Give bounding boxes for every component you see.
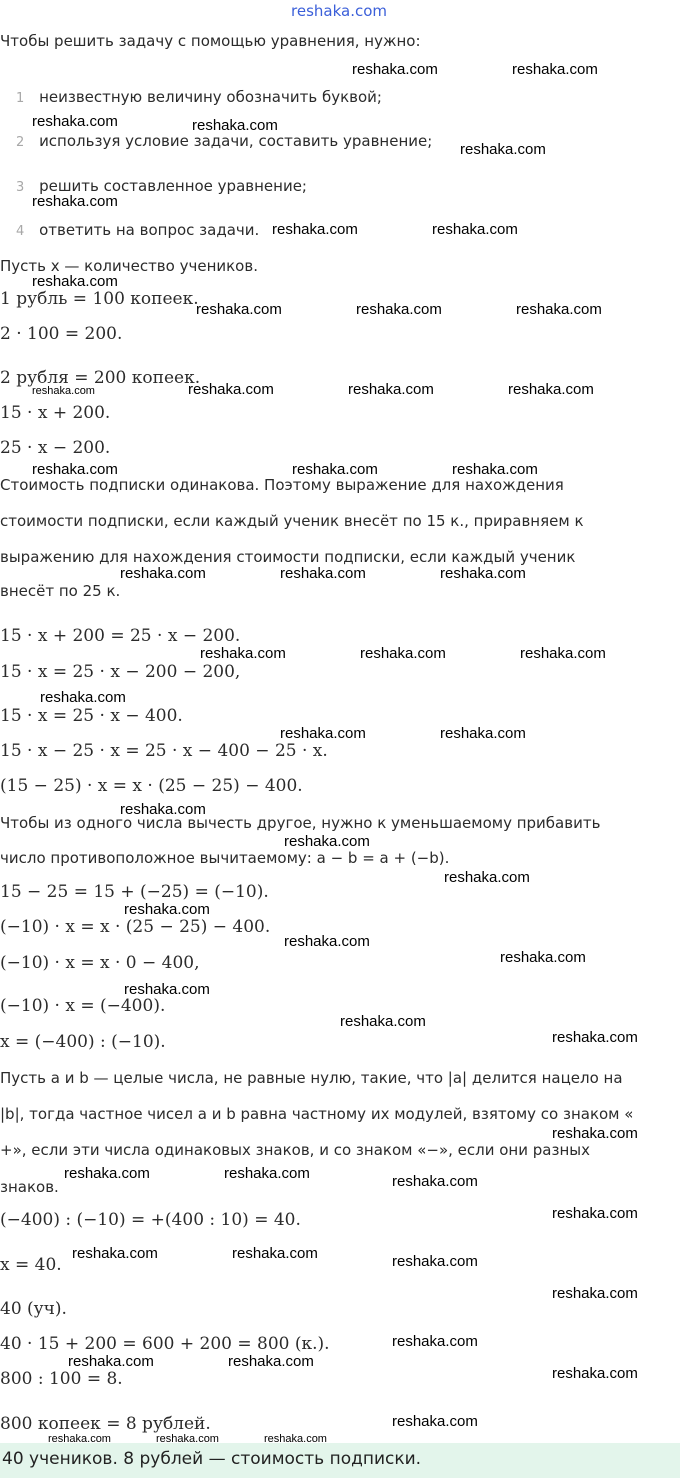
math-line: 800 : 100 = 8. [0,1369,123,1389]
watermark: reshaka.com [340,1013,426,1030]
watermark: reshaka.com [192,117,278,134]
math-line: 15 · x = 25 · x − 200 − 200, [0,662,241,682]
watermark: reshaka.com [188,381,274,398]
watermark: reshaka.com [360,645,446,662]
step-text: ответить на вопрос задачи. [39,221,260,239]
watermark: reshaka.com [392,1333,478,1350]
math-line: 15 − 25 = 15 + (−25) = (−10). [0,882,269,902]
watermark: reshaka.com [460,141,546,158]
paragraph-line: знаков. [0,1178,59,1196]
watermark: reshaka.com [32,193,118,210]
header-watermark: reshaka.com [291,2,387,20]
rubles-line: 2 рубля = 200 копеек. [0,368,201,388]
watermark: reshaka.com [392,1173,478,1190]
watermark: reshaka.com [348,381,434,398]
math-line: x = 40. [0,1255,62,1275]
paragraph-line: стоимости подписки, если каждый ученик внесёт по 15 к., приравняем к [0,512,584,530]
answer-text: 40 учеников. 8 рублей — стоимость подписки. [2,1449,422,1469]
watermark: reshaka.com [392,1253,478,1270]
watermark: reshaka.com [284,833,370,850]
step-number: 2 [16,135,25,150]
watermark: reshaka.com [32,113,118,130]
watermark: reshaka.com [508,381,594,398]
step-number: 4 [16,224,25,239]
watermark: reshaka.com [520,645,606,662]
watermark: reshaka.com [228,1353,314,1370]
watermark: reshaka.com [552,1125,638,1142]
watermark: reshaka.com [120,565,206,582]
watermark: reshaka.com [120,801,206,818]
kopecks-line: 800 копеек = 8 рублей. [0,1414,211,1434]
paragraph-line: выражению для нахождения стоимости подписки, если каждый ученик [0,548,576,566]
math-line: (15 − 25) · x = x · (25 − 25) − 400. [0,776,303,796]
watermark: reshaka.com [292,461,378,478]
step-text: неизвестную величину обозначить буквой; [39,88,382,106]
paragraph-line: внесёт по 25 к. [0,582,121,600]
watermark: reshaka.com [552,1285,638,1302]
watermark: reshaka.com [444,869,530,886]
watermark-small: reshaka.com [264,1433,327,1445]
watermark: reshaka.com [440,565,526,582]
watermark: reshaka.com [440,725,526,742]
math-line: x = (−400) : (−10). [0,1032,166,1052]
step-text: используя условие задачи, составить уравнение; [39,132,433,150]
watermark: reshaka.com [40,689,126,706]
watermark-small: reshaka.com [32,385,95,397]
watermark: reshaka.com [224,1165,310,1182]
list-item [16,132,432,150]
math-line: 25 · x − 200. [0,438,111,458]
watermark: reshaka.com [432,221,518,238]
watermark: reshaka.com [356,301,442,318]
watermark: reshaka.com [280,565,366,582]
watermark: reshaka.com [200,645,286,662]
paragraph-line: Пусть a и b — целые числа, не равные нулю, такие, что |a| делится нацело на [0,1069,623,1087]
watermark: reshaka.com [32,461,118,478]
watermark: reshaka.com [64,1165,150,1182]
let-x-line: Пусть x — количество учеников. [0,257,258,275]
watermark: reshaka.com [124,981,210,998]
watermark: reshaka.com [552,1365,638,1382]
watermark: reshaka.com [272,221,358,238]
paragraph-line: |b|, тогда частное чисел a и b равна частному их модулей, взятому со знаком « [0,1105,634,1123]
watermark: reshaka.com [352,61,438,78]
watermark: reshaka.com [284,933,370,950]
watermark-small: reshaka.com [48,1433,111,1445]
watermark: reshaka.com [452,461,538,478]
math-line: 40 · 15 + 200 = 600 + 200 = 800 (к.). [0,1334,330,1354]
math-line: 15 · x + 200. [0,403,111,423]
watermark: reshaka.com [196,301,282,318]
watermark: reshaka.com [32,273,118,290]
watermark: reshaka.com [512,61,598,78]
step-text: решить составленное уравнение; [39,177,307,195]
math-line: (−10) · x = x · (25 − 25) − 400. [0,917,271,937]
math-line: 15 · x = 25 · x − 400. [0,706,183,726]
watermark: reshaka.com [232,1245,318,1262]
watermark: reshaka.com [280,725,366,742]
watermark: reshaka.com [392,1413,478,1430]
watermark: reshaka.com [68,1353,154,1370]
step-number: 1 [16,91,25,106]
intro-text: Чтобы решить задачу с помощью уравнения, нужно: [0,32,421,50]
paragraph-line: +», если эти числа одинаковых знаков, и со знаком «−», если они разных [0,1141,590,1159]
paragraph-line: Стоимость подписки одинакова. Поэтому выражение для нахождения [0,476,564,494]
watermark: reshaka.com [552,1029,638,1046]
students-line: 40 (уч). [0,1299,67,1319]
ruble-line: 1 рубль = 100 копеек. [0,289,199,309]
list-item [16,221,259,239]
list-item [16,88,382,106]
watermark: reshaka.com [124,901,210,918]
watermark: reshaka.com [552,1205,638,1222]
math-line: (−10) · x = x · 0 − 400, [0,953,200,973]
math-line: 15 · x − 25 · x = 25 · x − 400 − 25 · x. [0,741,328,761]
math-line: 15 · x + 200 = 25 · x − 200. [0,626,241,646]
math-line: (−400) : (−10) = +(400 : 10) = 40. [0,1210,301,1230]
watermark-small: reshaka.com [156,1433,219,1445]
watermark: reshaka.com [500,949,586,966]
watermark: reshaka.com [516,301,602,318]
watermark: reshaka.com [72,1245,158,1262]
paragraph-line: Чтобы из одного числа вычесть другое, нужно к уменьшаемому прибавить [0,814,601,832]
step-number: 3 [16,180,25,195]
paragraph-line: число противоположное вычитаемому: a − b = a + (−b). [0,849,450,867]
answer-box [0,1443,680,1478]
math-line: (−10) · x = (−400). [0,996,166,1016]
math-line: 2 · 100 = 200. [0,324,123,344]
